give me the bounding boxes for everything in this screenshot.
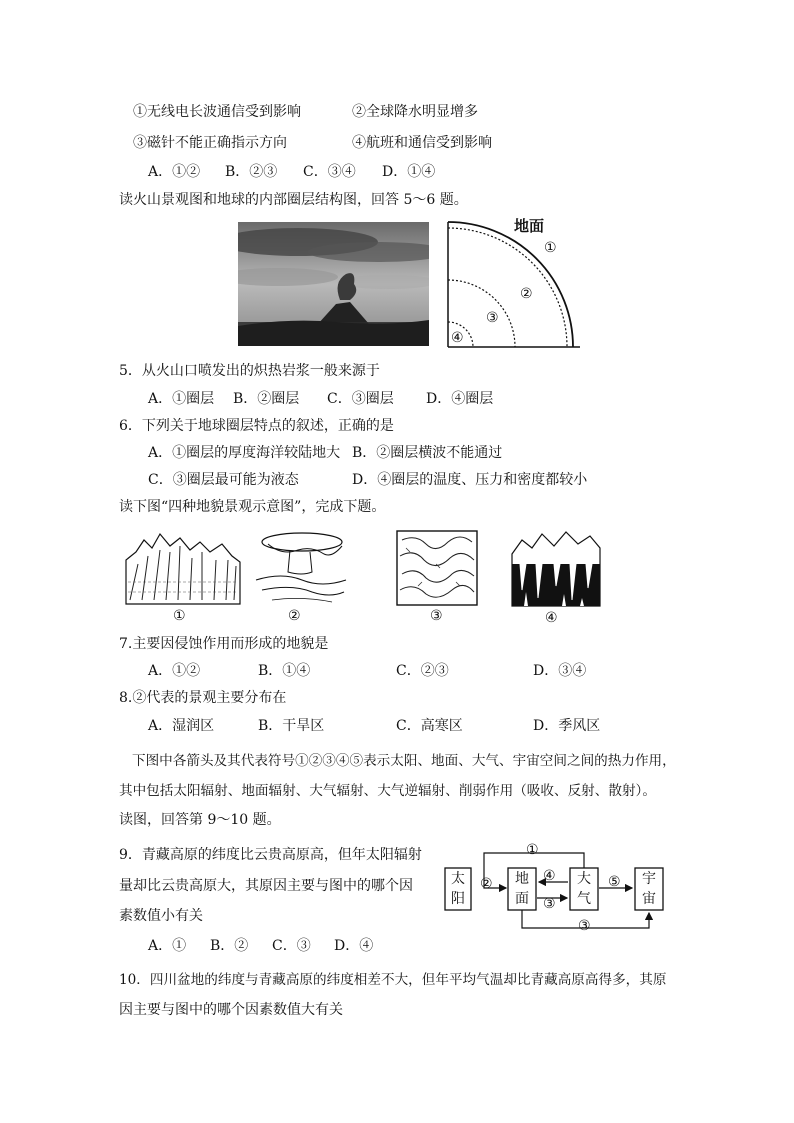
ground-box-char1: 地 [515,871,529,887]
q9-choice-a: A．① [148,938,187,954]
landform-4-sketch [510,528,602,608]
q5-choice-b: B．②圈层 [233,391,300,407]
arrow-5-label: ⑤ [608,874,621,890]
layer-4-mark: ④ [451,330,464,346]
landform-1-sketch [124,530,242,606]
ground-box-char2: 面 [515,891,529,907]
q5-choice-c: C．③圈层 [327,391,394,407]
q9-stem-line1: 9．青藏高原的纬度比云贵高原高，但年太阳辐射 [119,847,422,863]
space-box-char1: 宇 [642,871,656,887]
q9-choice-c: C．③ [272,938,311,954]
landform-3-label: ③ [430,608,443,624]
q6-choice-b: B．②圈层横波不能通过 [352,445,503,461]
q5-stem: 5．从火山口喷发出的炽热岩浆一般来源于 [119,363,380,379]
q9-stem-line2: 量却比云贵高原大，其原因主要与图中的哪个因 [119,878,413,894]
landform-1-label: ① [173,608,186,624]
intro-q7-8: 读下图“四种地貌景观示意图”，完成下题。 [119,499,386,515]
landform-3-sketch [396,530,478,606]
intro-q9-10-line3: 读图，回答第 9～10 题。 [119,812,281,828]
q5-choice-a: A．①圈层 [148,391,215,407]
q4-choice-c: C．③④ [303,164,356,180]
q9-choice-d: D．④ [334,938,374,954]
intro-q9-10-line1: 下图中各箭头及其代表符号①②③④⑤表示太阳、地面、大气、宇宙空间之间的热力作用， [132,753,676,769]
volcano-photo [238,222,429,346]
q7-choice-a: A．①② [148,663,201,679]
q8-choice-a: A．湿润区 [148,718,215,734]
q4-option-3: ③磁针不能正确指示方向 [133,135,287,151]
arrow-1-label: ① [526,842,539,858]
q4-choice-b: B．②③ [225,164,278,180]
arrow-3-label: ③ [543,896,556,912]
q8-choice-d: D．季风区 [533,718,601,734]
q6-choice-d: D．④圈层的温度、压力和密度都较小 [352,472,588,488]
arrow-2-label: ② [480,876,493,892]
q6-choice-c: C．③圈层最可能为液态 [148,472,299,488]
earth-layer-diagram [440,214,585,349]
surface-label: 地面 [514,217,545,235]
q6-stem: 6．下列关于地球圈层特点的叙述，正确的是 [119,418,394,434]
q4-choice-a: A．①② [148,164,201,180]
landform-4-label: ④ [545,610,558,626]
q5-choice-d: D．④圈层 [426,391,494,407]
atmos-box-char2: 气 [577,891,591,907]
layer-2-mark: ② [520,286,533,302]
q10-stem-line2: 因主要与图中的哪个因素数值大有关 [119,1002,343,1018]
intro-q9-10-line2: 其中包括太阳辐射、地面辐射、大气辐射、大气逆辐射、削弱作用（吸收、反射、散射）。 [119,783,656,799]
sun-box-char2: 阳 [451,891,465,907]
q8-stem: 8.②代表的景观主要分布在 [119,690,287,706]
q7-choice-c: C．②③ [396,663,449,679]
q7-choice-d: D．③④ [533,663,587,679]
q9-choice-b: B．② [210,938,249,954]
arrow-4-label: ④ [543,868,556,884]
q8-choice-c: C．高寒区 [396,718,463,734]
layer-1-mark: ① [544,240,557,256]
sun-box-char1: 太 [451,871,465,887]
arrow-bottom-label: ③ [578,918,591,934]
q7-choice-b: B．①④ [258,663,311,679]
q4-option-4: ④航班和通信受到影响 [352,135,492,151]
q10-stem-line1: 10．四川盆地的纬度与青藏高原的纬度相差不大，但年平均气温却比青藏高原高得多，其原 [119,972,667,988]
intro-q5-6: 读火山景观图和地球的内部圈层结构图，回答 5～6 题。 [119,192,468,208]
atmos-box-char1: 大 [577,871,591,887]
landform-2-sketch [252,528,348,606]
q8-choice-b: B．干旱区 [258,718,325,734]
q4-choice-d: D．①④ [382,164,436,180]
heat-flow-diagram [440,840,680,936]
q4-option-2: ②全球降水明显增多 [352,104,478,120]
landform-2-label: ② [288,608,301,624]
q7-stem: 7.主要因侵蚀作用而形成的地貌是 [119,636,329,652]
q6-choice-a: A．①圈层的厚度海洋较陆地大 [148,445,341,461]
space-box-char2: 宙 [642,891,656,907]
q9-stem-line3: 素数值小有关 [119,908,203,924]
q4-option-1: ①无线电长波通信受到影响 [133,104,301,120]
layer-3-mark: ③ [486,310,499,326]
